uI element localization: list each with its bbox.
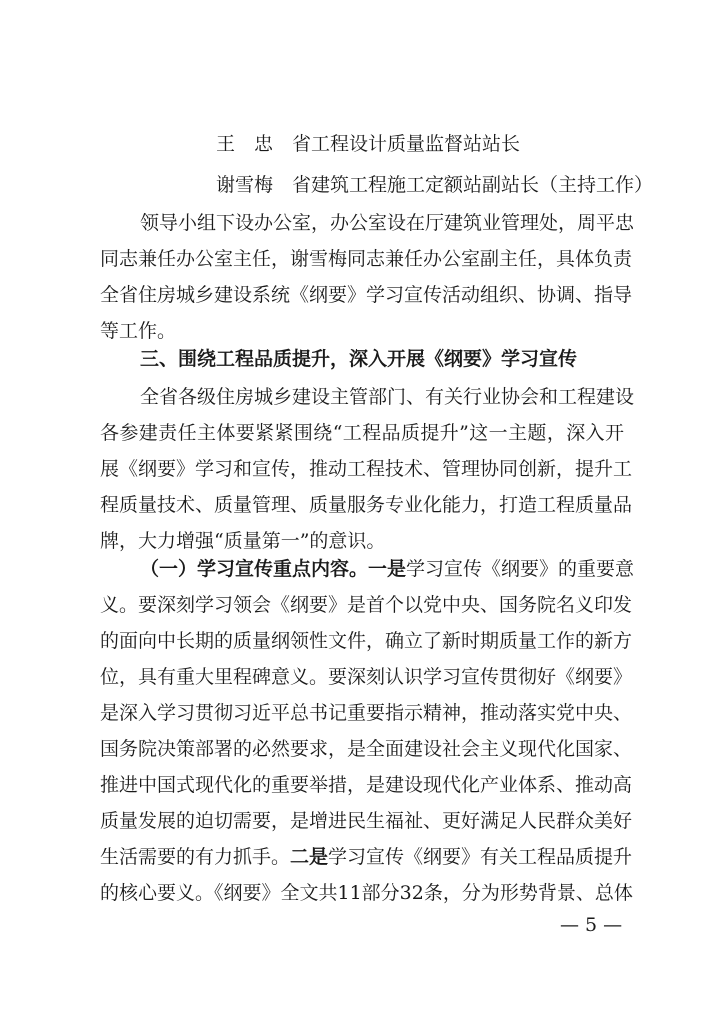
subheading-inline [140, 560, 406, 579]
emphasis-text: 一是 [368, 558, 407, 580]
paragraph-line: 的核心要义。《纲要》全文共11部分32条，分为形势背景、总体 [100, 882, 633, 904]
paragraph-line: 展《纲要》学习和宣传，推动工程技术、管理协同创新，提升工 [100, 458, 633, 480]
paragraph-line: 同志兼任办公室主任，谢雪梅同志兼任办公室副主任，具体负责 [100, 248, 633, 270]
section-heading: 三、围绕工程品质提升，深入开展《纲要》学习宣传 [140, 348, 578, 370]
paragraph-line: 全省住房城乡建设系统《纲要》学习宣传活动组织、协调、指导 [100, 284, 633, 306]
roster-name-1: 王 忠 [216, 133, 274, 155]
paragraph-text: 生活需要的有力抓手。 [100, 846, 291, 868]
subheading-text: （一）学习宣传重点内容。 [140, 558, 369, 580]
paragraph-line: 国务院决策部署的必然要求，是全面建设社会主义现代化国家、 [100, 738, 633, 760]
paragraph-line: 推进中国式现代化的重要举措，是建设现代化产业体系、推动高 [100, 774, 633, 796]
paragraph-line: 位，具有重大里程碑意义。要深刻认识学习宣传贯彻好《纲要》 [100, 666, 633, 688]
roster-name-2: 谢雪梅 [216, 174, 274, 196]
paragraph-line: 是深入学习贯彻习近平总书记重要指示精神，推动落实党中央、 [100, 702, 633, 724]
paragraph-line: 质量发展的迫切需要，是增进民生福祉、更好满足人民群众美好 [100, 810, 633, 832]
paragraph-line: 领导小组下设办公室，办公室设在厅建筑业管理处，周平忠 [140, 212, 635, 234]
paragraph-line-first [140, 558, 635, 580]
paragraph-line: 牌，大力增强“质量第一”的意识。 [100, 530, 386, 552]
roster-title-2: 省建筑工程施工定额站副站长（主持工作） [292, 174, 654, 196]
roster-title-1: 省工程设计质量监督站站长 [292, 133, 521, 155]
paragraph-line: 全省各级住房城乡建设主管部门、有关行业协会和工程建设 [140, 386, 635, 408]
paragraph-line: 义。要深刻学习领会《纲要》是首个以党中央、国务院名义印发 [100, 594, 633, 616]
paragraph-line: 等工作。 [100, 320, 177, 342]
emphasis-text: 二是 [290, 846, 329, 868]
paragraph-text: 学习宣传《纲要》有关工程品质提升 [328, 846, 633, 868]
paragraph-line: 的面向中长期的质量纲领性文件，确立了新时期质量工作的新方 [100, 630, 633, 652]
paragraph-line: 程质量技术、质量管理、质量服务专业化能力，打造工程质量品 [100, 494, 633, 516]
paragraph-line: 各参建责任主体要紧紧围绕“工程品质提升”这一主题，深入开 [100, 422, 624, 444]
page-number: — 5 — [560, 914, 623, 936]
paragraph-text: 学习宣传《纲要》的重要意 [406, 558, 635, 580]
paragraph-line [100, 846, 633, 868]
